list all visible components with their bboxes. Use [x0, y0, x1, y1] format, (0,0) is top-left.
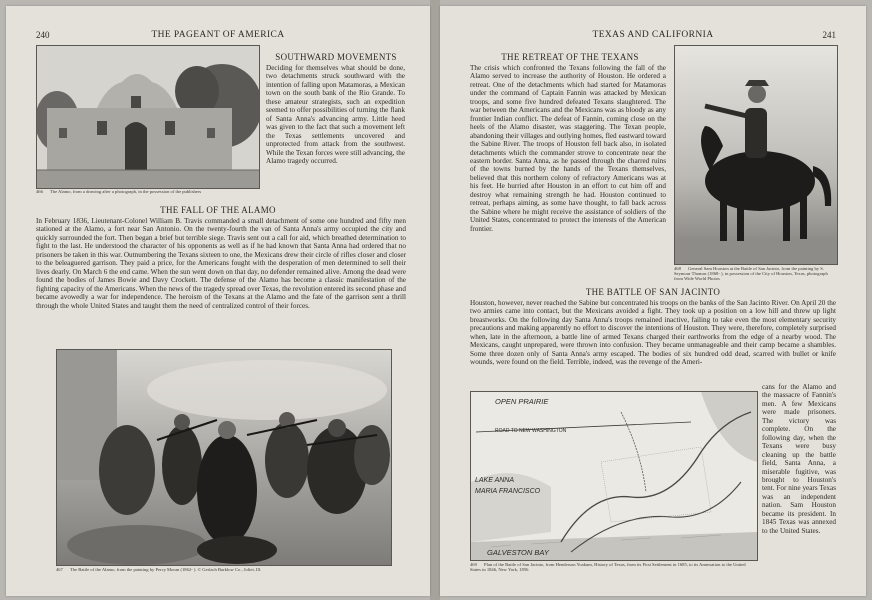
- section-text-san-jacinto-column: cans for the Alamo and the massacre of Fannin's men. A few Mexicans were made prisoners. The victory was complete. On the following day, when the Texans were busy cleaning up the battle field, Santa Anna, a miserable fugitive, was brought to Houston's tent. For nine years Texas was an independent nation. Sam Houston became its president. In 1845 Texas was annexed to the United States.: [762, 383, 836, 535]
- sam-houston-painting: [674, 45, 838, 265]
- figure-number: 468: [674, 266, 681, 271]
- caption-text: The Battle of the Alamo, from the painting by Percy Moran (1862- ). © Gerlach Barklow Co., Joliet, Ill.: [69, 567, 262, 572]
- section-title-retreat: THE RETREAT OF THE TEXANS: [501, 52, 639, 62]
- battle-of-alamo-painting: [56, 349, 392, 566]
- alamo-drawing: [36, 45, 260, 189]
- section-text-san-jacinto: Houston, however, never reached the Sabine but concentrated his troops on the banks of the San Jacinto River. On April 20 the two armies came into contact, but the Mexicans avoided a fight. They took up a position on a low hill and threw up light breastworks. On the following day Santa Anna's troops remained inactive, failing to take even the most elementary security precautions and making apparently no effort to discover the intentions of Houston. They were, therefore, completely surprised when, late in the afternoon, a battle line of armed Texans charged their earthworks from the edge of a nearby wood. The Mexicans, caught unprepared, were thrown into confusion. They became unmanageable and their camp became a shambles. Some three dozen only of Santa Anna's army escaped. The bodies of six hundred odd dead, scarred with bullet or knife wounds, were found on the field. Terrible, indeed, was the revenge of the Ameri-: [470, 299, 836, 367]
- label-galveston-bay: GALVESTON BAY: [487, 548, 549, 557]
- caption-text: General Sam Houston at the Battle of San Jacinto, from the painting by S. Seymour Thomas (1868- ), in possession of the City of Houston, Texas, photograph from Wide World Photos: [674, 266, 828, 282]
- label-maria-francisco: MARIA FRANCISCO: [475, 488, 541, 495]
- section-text-alamo: In February 1836, Lieutenant-Colonel William B. Travis commanded a small detachment of some one hundred and fifty men stationed at the Alamo, a fort near San Antonio. On the twenty-fourth the van of Santa Anna's army occupied the city and quickly surrounded the fort. Then began a brief but terrible siege. Travis sent out a call for aid, which breathed determination to fight to the last. He understood the character of his opponents as well as if he had known that Santa Anna had ordered that no prisoners be taken in this war. Outnumbering the Texans sixteen to one, the Mexicans drew their circle of rifles closer and closer to the beleaguered garrison. They paid a price, for the Americans fought with the desperation of men determined to sell their lives dearly. On March 6 the end came. When the sun went down on that day, no defender remained alive. Among the dead were found the bodies of James Bowie and Davy Crockett. The defense of the Alamo has become a classic manifestation of the fighting capacity of the Americans. When the news of the tragedy spread over Texas, the revolution entered its second phase and became avowedly a war for independence. The heroism of the Texans at the Alamo and the fate of the garrison sent a thrill through the whole United States and taught them the need of centralized control of their forces.: [36, 217, 406, 310]
- battle-painting-art: [57, 350, 391, 565]
- caption-text: The Alamo, from a drawing after a photograph, in the possession of the publishers: [49, 189, 202, 194]
- houston-painting-art: [675, 46, 837, 264]
- section-title-southward: SOUTHWARD MOVEMENTS: [275, 52, 397, 62]
- running-head: TEXAS AND CALIFORNIA: [592, 30, 714, 40]
- figure-469-caption: [470, 562, 756, 572]
- right-page: [440, 6, 866, 596]
- san-jacinto-map: [470, 391, 758, 561]
- figure-466-caption: [36, 189, 258, 194]
- alamo-drawing-art: [37, 46, 259, 188]
- caption-text: Plan of the Battle of San Jacinto, from Henderson Yoakum, History of Texas, from its First Settlement in 1685, to its Annexation to the United States in 1846, New York, 1856: [470, 562, 746, 573]
- section-title-alamo: THE FALL OF THE ALAMO: [160, 205, 276, 215]
- label-lake-anna: LAKE ANNA: [475, 477, 515, 484]
- running-head: THE PAGEANT OF AMERICA: [151, 30, 285, 40]
- page-number: 240: [36, 30, 50, 40]
- figure-468-caption: [674, 266, 836, 282]
- section-text-retreat: The crisis which confronted the Texans following the fall of the Alamo served to increase the authority of Houston. He ordered a retreat. One of the detachments which had started for Matamoras under the command of Captain Fannin was attacked by Mexican troops, and some five hundred defeated Texans slaughtered. The war between the Americans and the Mexicans was as bloody as any frontier Indian conflict. The defeat of Fannin, coming close on the heels of the Alamo disaster, was staggering. The Texan people, abandoning their villages and outlying homes, fled eastward toward the Sabine River. The troops of Houston fell back also, in isolated detachments which the commander strove to concentrate near the eastern border. Santa Anna, as he passed through the charred ruins of the towns burned by the hands of the Texans themselves, believed that this northern colony of refractory Americans was at his feet. He hurried after Houston in an effort to cut him off and destroy what remaining strength he had. Houston continued to retreat, perhaps aiming, as some have thought, to fall back across the Sabine where he might receive the assistance of soldiers of the United States, concentrated to protect the interests of the American frontier.: [470, 64, 666, 233]
- label-road: ROAD TO NEW WASHINGTON: [495, 428, 567, 434]
- label-open-prairie: OPEN PRAIRIE: [495, 397, 549, 406]
- book-gutter: [430, 0, 440, 600]
- section-text-southward: Deciding for themselves what should be done, two detachments struck southward with the intention of falling upon Matamoras, a Mexican town on the south bank of the Rio Grande. To these amateur strategists, such an expedition seemed to offer possibilities of turning the flank of Santa Anna's advancing army. Little heed was given to the fact that such a movement left the Texas settlements uncovered and unprotected from attack from the southwest. While the Texan forces were still advancing, the Alamo tragedy occurred.: [266, 64, 405, 165]
- section-title-san-jacinto: THE BATTLE OF SAN JACINTO: [585, 287, 721, 297]
- page-number: 241: [822, 30, 836, 40]
- san-jacinto-map-art: [471, 392, 757, 560]
- left-page: [6, 6, 430, 596]
- figure-number: 467: [56, 567, 63, 572]
- figure-467-caption: [56, 567, 390, 572]
- figure-number: 469: [470, 562, 477, 567]
- figure-number: 466: [36, 189, 43, 194]
